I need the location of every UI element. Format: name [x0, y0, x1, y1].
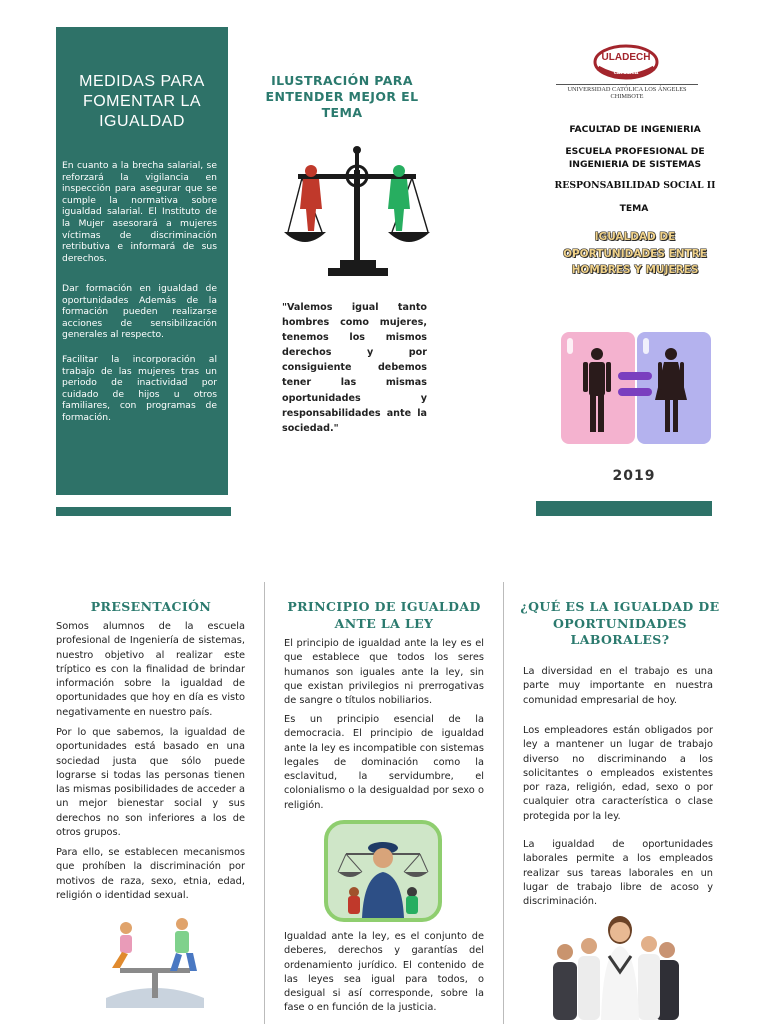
- tema-label: TEMA: [619, 203, 649, 214]
- measures-paragraph-1: En cuanto a la brecha salarial, se reforzará la vigilancia en inspección para asegurar que se cumple la normativa sobre igualdad salarial. El Instituto de la Mujer asesorará a mujeres víctimas de discriminación retributiva e informará de sus derechos.: [62, 160, 217, 264]
- topic-title: IGUALDAD DE OPORTUNIDADES ENTRE HOMBRES Y MUJERES: [563, 231, 707, 276]
- labor-paragraph-3: La igualdad de oportunidades laborales permite a los empleados realizar sus tareas laborales en un lugar de trabajo libre de acoso y discriminación.: [523, 839, 713, 908]
- year-label: 2019: [612, 468, 656, 484]
- principle-paragraph-3: Igualdad ante la ley, es el conjunto de deberes, derechos y garantías del ordenamiento jurídico. El contenido de las leyes sea igual para todos, o desigual si así corresponde, sobre la fase o en función de la justicia.: [284, 931, 484, 1014]
- gender-equality-icon: [561, 332, 711, 444]
- justice-scale-illustration: [280, 140, 430, 285]
- logo-subtext: CATÓLICA: [613, 71, 639, 76]
- labor-paragraph-2: Los empleadores están obligados por ley a mantener un lugar de trabajo diverso no discriminando a los solicitantes o empleados existentes por raza, religión, edad, sexo o por cualquier otra característica o clase protegida por la ley.: [523, 725, 713, 822]
- university-name: UNIVERSIDAD CATÓLICA LOS ÁNGELES CHIMBOTE: [567, 86, 687, 100]
- business-team-photo: [545, 912, 695, 1020]
- measures-paragraph-3: Facilitar la incorporación al trabajo de las mujeres tras un periodo de inactividad por cuidado de hijos u otros familiares, con programas de formación.: [62, 354, 217, 423]
- school-name: ESCUELA PROFESIONAL DE INGENIERIA DE SISTEMAS: [565, 146, 705, 170]
- logo-text: ULADECH: [601, 52, 651, 63]
- principle-paragraph-1: El principio de igualdad ante la ley es el que establece que todos los seres humanos son iguales ante la ley, sin que existan privilegios ni prerrogativas de sangre o títulos nobiliarios.: [284, 638, 484, 707]
- illustration-title: ILUSTRACIÓN PARA ENTENDER MEJOR EL TEMA: [265, 73, 419, 120]
- seesaw-illustration: [100, 908, 210, 1013]
- principle-paragraph-2: Es un principio esencial de la democracia. El principio de igualdad ante la ley es incompatible con sistemas legales de dominación como la esclavitud, la servidumbre, el colonialismo o la desigualdad por sexo o religión.: [284, 714, 484, 811]
- presentation-paragraph-1: Somos alumnos de la escuela profesional de Ingeniería de sistemas, nuestro objetivo al realizar este tríptico es con la finalidad de brindar información sobre la igualdad de oportunidades que hoy en día es visto negativamente en nuestro país.: [56, 621, 245, 718]
- principle-title: PRINCIPIO DE IGUALDAD ANTE LA LEY: [287, 599, 481, 631]
- labor-equality-title: ¿QUÉ ES LA IGUALDAD DE OPORTUNIDADES LABORALES?: [520, 599, 720, 647]
- equality-quote: "Valemos igual tanto hombres como mujeres, tenemos los mismos derechos y por consiguiente debemos tener las mismas oportunidades y responsabilidades ante la sociedad.": [282, 302, 427, 434]
- left-accent-bar: [56, 507, 231, 516]
- column-divider-1: [264, 582, 265, 1024]
- measures-title: MEDIDAS PARA FOMENTAR LA IGUALDAD: [79, 73, 205, 130]
- justice-officer-illustration: [324, 820, 442, 922]
- labor-paragraph-1: La diversidad en el trabajo es una parte muy importante en nuestra comunidad empresarial de hoy.: [523, 666, 713, 706]
- measures-paragraph-2: Dar formación en igualdad de oportunidades Además de la formación pueden realizarse acciones de sensibilización generales al respecto.: [62, 283, 217, 341]
- presentation-title: PRESENTACIÓN: [90, 599, 212, 614]
- presentation-paragraph-3: Para ello, se establecen mecanismos que prohíben la discriminación por motivos de raza, sexo, etnia, edad, religión o identidad sexual.: [56, 847, 245, 901]
- presentation-paragraph-2: Por lo que sabemos, la igualdad de oportunidades está basado en una sociedad justa que sólo puede lograrse si todas las personas tienen las mismas posibilidades de acceder a un mejor bienestar social y sus derechos no son inferiores a los de otros grupos.: [56, 727, 245, 839]
- course-name: RESPONSABILIDAD SOCIAL II: [554, 180, 716, 191]
- faculty-name: FACULTAD DE INGENIERIA: [569, 124, 701, 135]
- right-accent-bar: [536, 501, 712, 516]
- column-divider-2: [503, 582, 504, 1024]
- logo-divider: [556, 84, 698, 85]
